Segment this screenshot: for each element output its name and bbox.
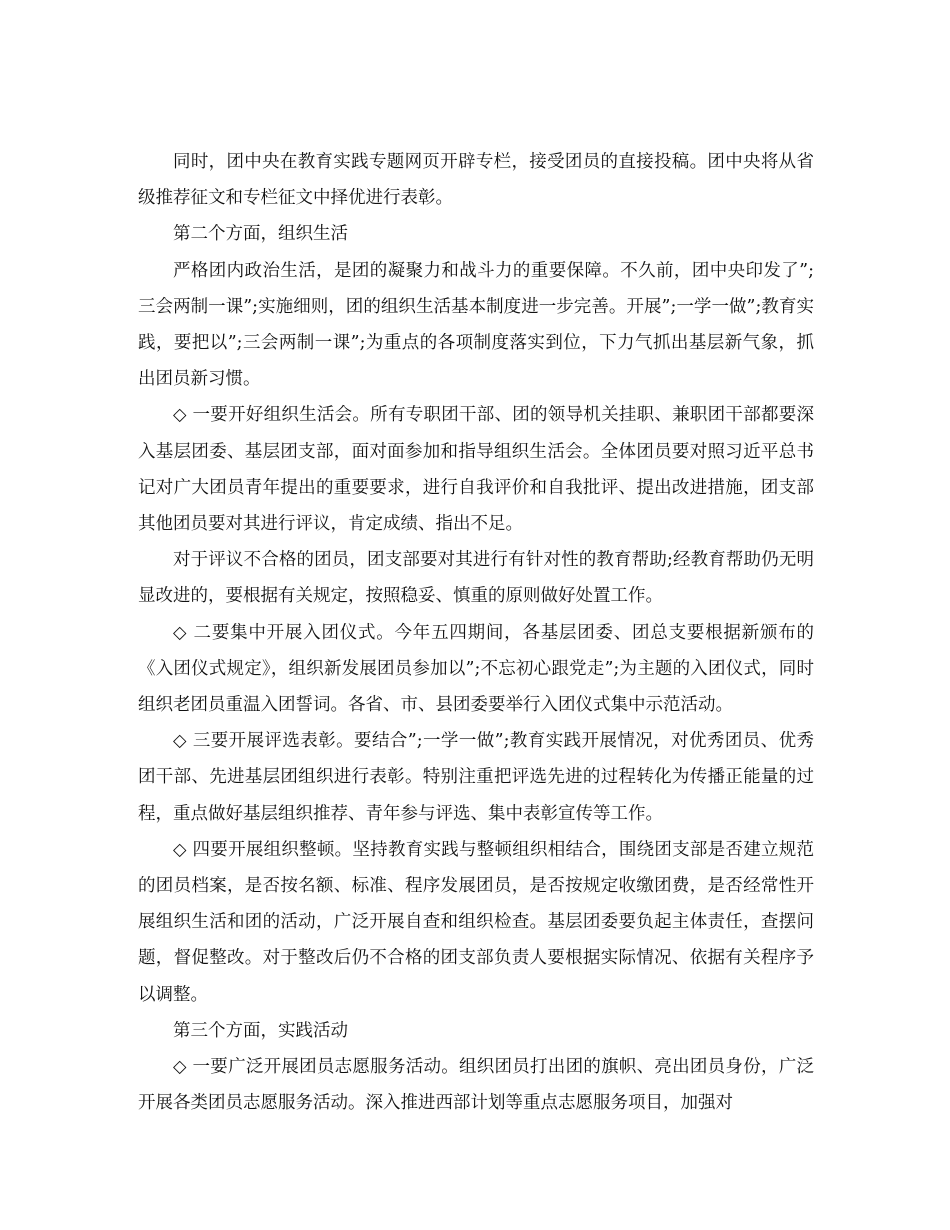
paragraph: ◇ 三要开展评选表彰。要结合”;一学一做”;教育实践开展情况，对优秀团员、优秀团干部、先进基层团组织进行表彰。特别注重把评选先进的过程转化为传播正能量的过程，重点做好基层组织推荐、青年参与评选、集中表彰宣传等工作。 <box>138 731 814 824</box>
section-heading: 第二个方面，组织生活 <box>173 224 348 245</box>
paragraph: ◇ 二要集中开展入团仪式。今年五四期间，各基层团委、团总支要根据新颁布的《入团仪式规定》，组织新发展团员参加以”;不忘初心跟党走”;为主题的入团仪式，同时组织老团员重温入团誓词。各省、市、县团委要举行入团仪式集中示范活动。 <box>138 622 814 716</box>
paragraph: ◇ 一要开好组织生活会。所有专职团干部、团的领导机关挂职、兼职团干部都要深入基层团委、基层团支部，面对面参加和指导组织生活会。全体团员要对照习近平总书记对广大团员青年提出的重要要求，进行自我评价和自我批评、提出改进措施，团支部其他团员要对其进行评议，肯定成绩、指出不足。 <box>138 405 814 535</box>
section-heading: 第三个方面，实践活动 <box>173 1020 348 1041</box>
paragraph: ◇ 四要开展组织整顿。坚持教育实践与整顿组织相结合，围绕团支部是否建立规范的团员档案，是否按名额、标准、程序发展团员，是否按规定收缴团费，是否经常性开展组织生活和团的活动，广泛开展自查和组织检查。基层团委要负起主体责任，查摆问题，督促整改。对于整改后仍不合格的团支部负责人要根据实际情况、依据有关程序予以调整。 <box>138 839 814 1005</box>
paragraph: 对于评议不合格的团员，团支部要对其进行有针对性的教育帮助;经教育帮助仍无明显改进的，要根据有关规定，按照稳妥、慎重的原则做好处置工作。 <box>138 550 814 607</box>
paragraph: 同时，团中央在教育实践专题网页开辟专栏，接受团员的直接投稿。团中央将从省级推荐征文和专栏征文中择优进行表彰。 <box>138 152 814 209</box>
paragraph: ◇ 一要广泛开展团员志愿服务活动。组织团员打出团的旗帜、亮出团员身份，广泛开展各类团员志愿服务活动。深入推进西部计划等重点志愿服务项目，加强对 <box>138 1057 814 1114</box>
document-body <box>138 144 814 1121</box>
paragraph: 严格团内政治生活，是团的凝聚力和战斗力的重要保障。不久前，团中央印发了”;三会两制一课”;实施细则，团的组织生活基本制度进一步完善。开展”;一学一做”;教育实践，要把以”;三会两制一课”;为重点的各项制度落实到位，下力气抓出基层新气象，抓出团员新习惯。 <box>138 260 814 390</box>
